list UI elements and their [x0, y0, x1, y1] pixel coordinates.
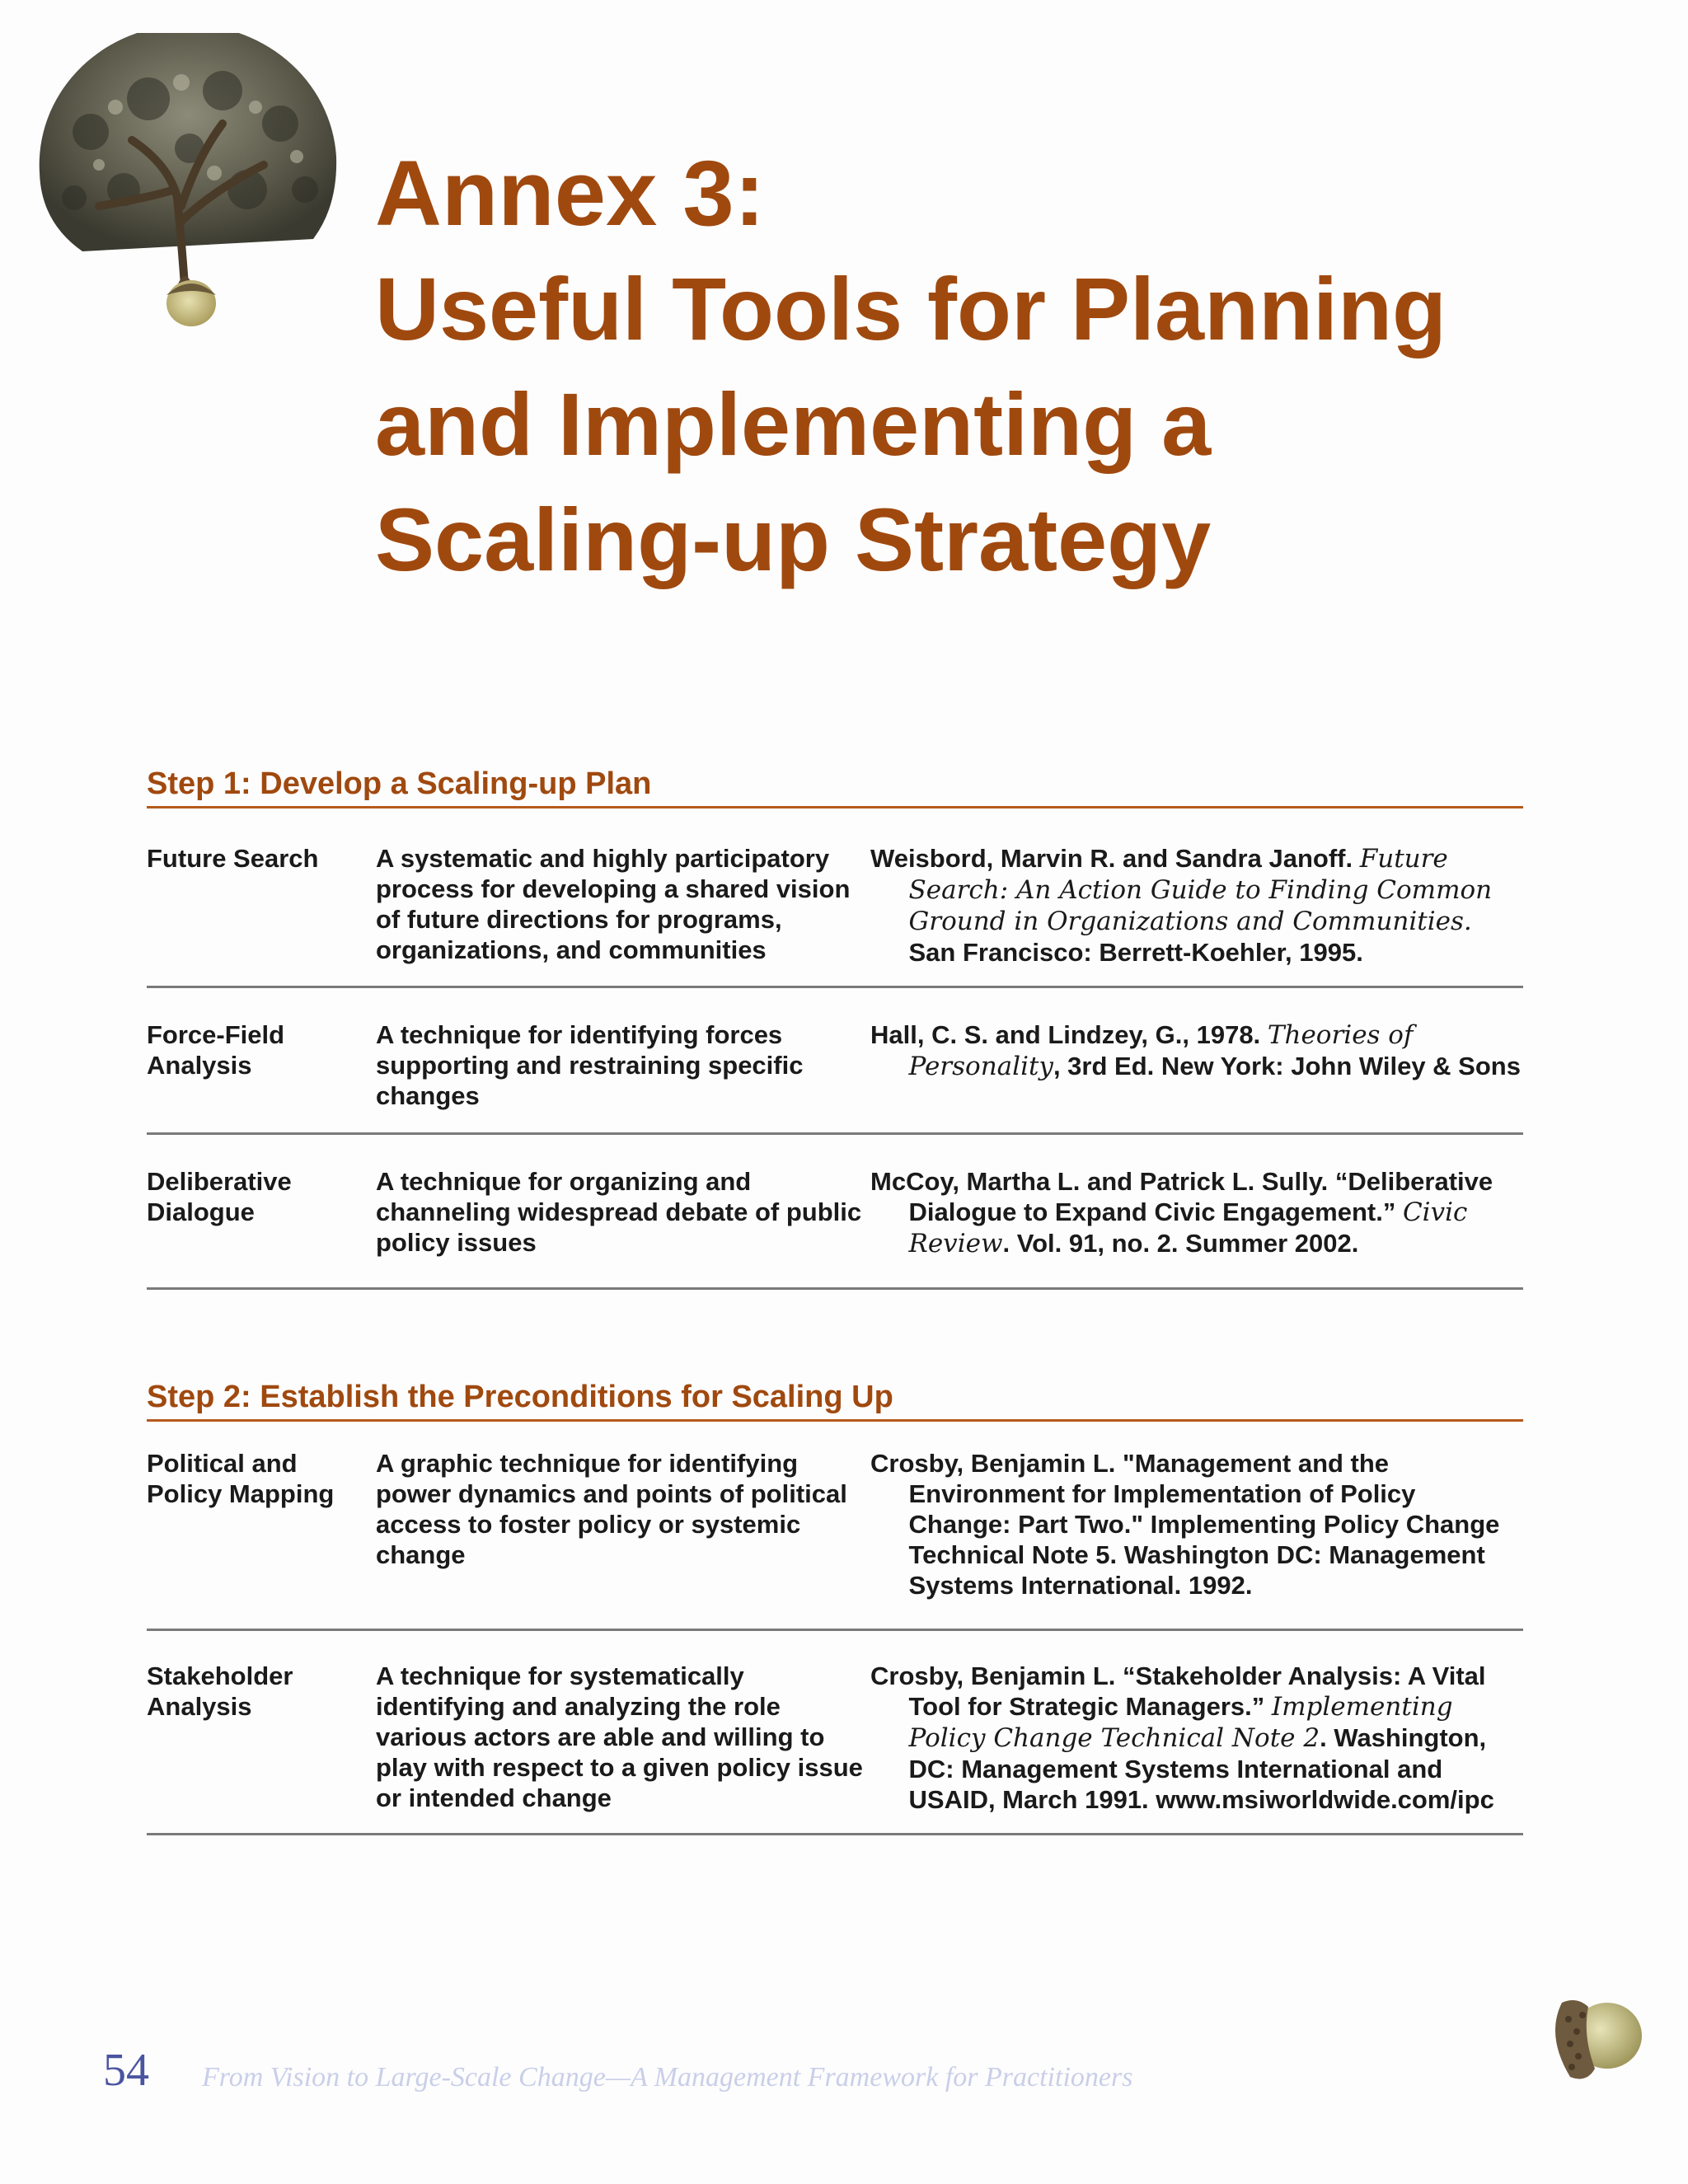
- title-line-3: and Implementing a: [375, 374, 1212, 474]
- reference-authors: McCoy, Martha L. and Patrick L. Sully. “Deliberative Dialogue to Expand Civic Engagement.”: [870, 1167, 1493, 1226]
- tool-reference: [870, 843, 1523, 968]
- tool-name: Deliberative Dialogue: [147, 1167, 292, 1226]
- reference-publisher: , 3rd Ed. New York: John Wiley & Sons: [1053, 1052, 1521, 1080]
- annex-title: [375, 136, 1595, 598]
- tool-name: Future Search: [147, 844, 319, 873]
- table-row: [147, 988, 1523, 1135]
- tool-description: A technique for identifying forces supporting and restraining specific changes: [376, 1020, 804, 1110]
- reference-authors: Hall, C. S. and Lindzey, G., 1978.: [870, 1020, 1261, 1049]
- reference-publisher: . Washington, DC: Management Systems International and USAID, March 1991. www.msiworldwide.com/ipc: [908, 1723, 1494, 1814]
- tool-name: Political and Policy Mapping: [147, 1449, 335, 1508]
- section-heading: Step 1: Develop a Scaling-up Plan: [147, 765, 1523, 808]
- table-row: [147, 1631, 1523, 1835]
- section-heading: Step 2: Establish the Preconditions for Scaling Up: [147, 1378, 1523, 1422]
- oak-tree-illustration: [33, 33, 346, 330]
- reference-title: Future Search: An Action Guide to Finding Common Ground in Organizations and Communities.: [908, 844, 1493, 936]
- reference-publisher: . Vol. 91, no. 2. Summer 2002.: [1002, 1229, 1359, 1258]
- tool-description: A technique for systematically identifying and analyzing the role various actors are able and willing to play with respect to a given policy issue or intended change: [376, 1661, 863, 1812]
- tool-reference: [870, 1448, 1523, 1601]
- tool-name: Force-Field Analysis: [147, 1020, 285, 1080]
- section-step-2: [147, 1378, 1523, 1835]
- running-footer: From Vision to Large-Scale Change—A Management Framework for Practitioners: [202, 2062, 1133, 2093]
- title-line-2: Useful Tools for Planning: [375, 259, 1447, 359]
- reference-title: Implementing Policy Change Technical Note 2: [908, 1692, 1453, 1753]
- reference-authors: Weisbord, Marvin R. and Sandra Janoff.: [870, 844, 1353, 873]
- acorn-icon: [1537, 1986, 1653, 2093]
- tool-reference: [870, 1019, 1523, 1111]
- tool-description: A systematic and highly participatory process for developing a shared vision of future directions for programs, organizations, and communities: [376, 844, 851, 964]
- tool-description: A graphic technique for identifying power dynamics and points of political access to foster policy or systemic change: [376, 1449, 847, 1569]
- reference-title: Civic Review: [908, 1197, 1468, 1258]
- reference-authors: Crosby, Benjamin L. “Stakeholder Analysis: A Vital Tool for Strategic Managers.”: [870, 1661, 1486, 1721]
- tool-description: A technique for organizing and channeling widespread debate of public policy issues: [376, 1167, 862, 1257]
- page-number: 54: [103, 2045, 149, 2096]
- table-row: [147, 1135, 1523, 1290]
- reference-title: Theories of Personality: [908, 1020, 1414, 1081]
- tool-reference: [870, 1166, 1523, 1259]
- title-line-4: Scaling-up Strategy: [375, 490, 1212, 589]
- table-row: [147, 808, 1523, 988]
- tool-reference: [870, 1661, 1523, 1815]
- title-line-1: Annex 3:: [375, 142, 765, 245]
- reference-publisher: San Francisco: Berrett-Koehler, 1995.: [908, 938, 1363, 967]
- table-row: [147, 1422, 1523, 1631]
- tool-name: Stakeholder Analysis: [147, 1661, 293, 1721]
- section-step-1: [147, 765, 1523, 1290]
- reference-authors: Crosby, Benjamin L. "Management and the Environment for Implementation of Policy Change: Part Two." Implementing Policy Change Technical Note 5. Washington DC: Management Systems International. 1992.: [870, 1449, 1500, 1600]
